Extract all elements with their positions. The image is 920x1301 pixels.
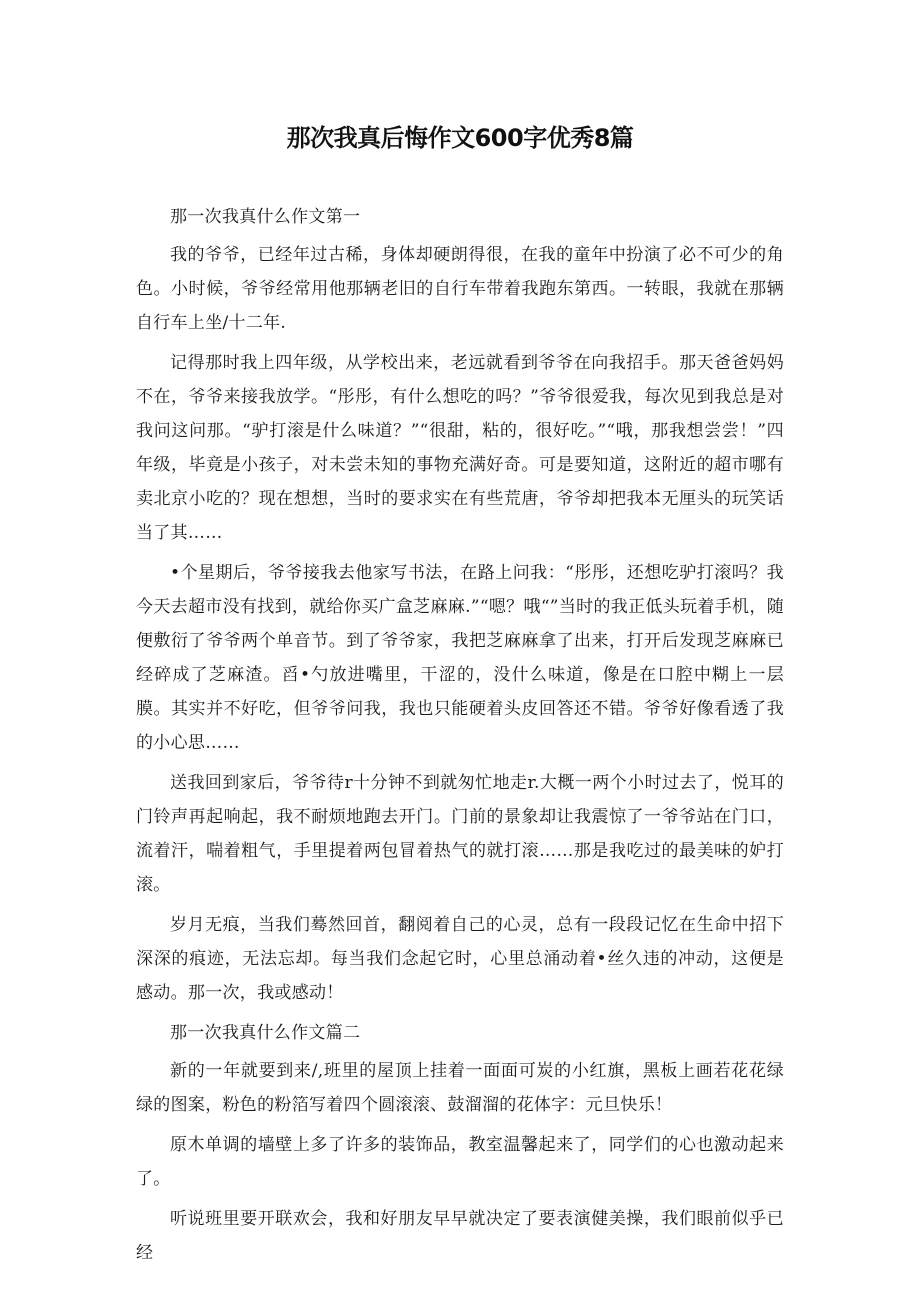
paragraph: 原木单调的墙壁上多了许多的装饰品，教室温馨起来了，同学们的心也激动起来了。 — [136, 1135, 784, 1189]
paragraph: 送我回到家后，爷爷待r十分钟不到就匆忙地走r.大概一两个小时过去了，悦耳的门铃声再起响起，我不耐烦地跑去开门。门前的景象却让我震惊了一爷爷站在门口，流着汗，喘着粗气，手里提着两包冒着热气的就打滚……那是我吃过的最美味的妒打滚。 — [136, 773, 784, 895]
paragraph: 我的爷爷，已经年过古稀，身体却硬朗得很，在我的童年中扮演了必不可少的角色。小时候，爷爷经常用他那辆老旧的自行车带着我跑东第西。一转眼，我就在那辆自行车上坐/十二年. — [136, 245, 784, 333]
paragraph: •个星期后，爷爷接我去他家写书法，在路上问我：“彤彤，还想吃驴打滚吗？我今天去超市没有找到，就给你买广盒芝麻麻.”“嗯？哦“”当时的我正低头玩着手机，随便敷衍了爷爷两个单音节。到了爷爷家，我把芝麻麻拿了出来，打开后发现芝麻麻已经碎成了芝麻渣。舀•勺放进嘴里，干涩的，没什么味道，像是在口腔中糊上一层膜。其实并不好吃，但爷爷问我，我也只能硬着头皮回答还不错。爷爷好像看透了我的小心思…… — [136, 563, 784, 753]
paragraph: 新的一年就要到来/,班里的屋顶上挂着一面面可炭的小红旗，黑板上画若花花绿绿的图案，粉色的粉箔写着四个圆滚滚、鼓溜溜的花体字：元旦快乐！ — [136, 1061, 784, 1115]
document-title: 那次我真后悔作文600字优秀8篇 — [286, 124, 634, 152]
paragraph: 记得那时我上四年级，从学校出来，老远就看到爷爷在向我招手。那天爸爸妈妈不在，爷爷来接我放学。“彤彤，有什么想吃的吗？”爷爷很爱我，每次见到我总是对我问这问那。“驴打滚是什么味道？”“很甜，粘的，很好吃。”“哦，那我想尝尝！”四年级，毕竟是小孩子，对未尝未知的事物充满好奇。可是要知道，这附近的超市哪有卖北京小吃的？现在想想，当时的要求实在有些荒唐，爷爷却把我本无厘头的玩笑话当了其…… — [136, 353, 784, 543]
section-heading-2: 那一次我真什么作文篇二 — [170, 1023, 361, 1043]
paragraph: 听说班里要开联欢会，我和好朋友早早就决定了要表演健美操，我们眼前似乎已经 — [136, 1209, 784, 1263]
paragraph: 岁月无痕，当我们蓦然回首，翻阅着自己的心灵，总有一段段记忆在生命中招下深深的痕迹，无法忘却。每当我们念起它时，心里总涌动着•丝久违的冲动，这便是感动。那一次，我或感动！ — [136, 915, 784, 1003]
section-heading-1: 那一次我真什么作文第一 — [170, 207, 361, 227]
document-body — [136, 200, 784, 1276]
